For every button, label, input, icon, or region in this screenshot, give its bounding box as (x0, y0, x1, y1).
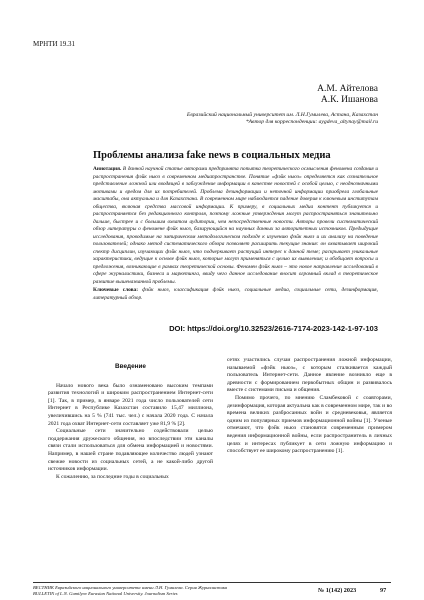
article-title: Проблемы анализа fake news в социальных медиа (93, 150, 331, 161)
affiliation-line: Евразийский национальный университет им. Л.Н.Гумилева, Астана, Казахстан (186, 112, 378, 118)
left-column (48, 357, 213, 481)
abstract-text: В данной научной статье авторами предпринята попытка теоретического осмысления феномена создания и распространения фэйк ньюз в современном медиапространстве. Понятие «фэйк ньюз» определяется как сознательное представление ложной или вводящей в заблуждение информации в качестве новостей с особой целью, с неоднозначными мотивами и вредом для их потребителей. Проблема дезинформации и неточной информации приобрела глобальные масштабы, она актуальна и для Казахстана. В современном мире наблюдается падение доверия к ключевым институтам общества, включая средства массовой информации. К примеру, в социальных медиа контент публикуется и распространяется без редакционного контроля, поэтому ложные утверждения могут распространяться значительно дальше, быстрее и с большим охватом аудитории, чем непосредственные новости. Авторы провели систематический обзор литературы о феномене фэйк ньюз, базирующийся на научных данных за авторитетных источников. Предыдущие исследования, проводимые на эмпирическом методологическом подходе к изучению фэйк ньюз и их анализу на поведение пользователей; однако метод систематического обзора позволяет расширить текущие знания: он охватывает широкий спектр дисциплин, изучающих фэйк ньюз, что подчеркивает растущий интерес к данной теме; раскрывает уникальные характеристики, ведущие к основе фэйк ньюз, которые могут применяться с целью их выявления; и обобщает вопросы и предложения, возникающие в рамках теоретической основы. Феномен фэйк ньюз – это новое направление исследований в сфере журналистики, бизнеса и маркетинга, ввиду чего данное исследование вносит огромный вклад в теоретическое развитие вышеназванной проблемы. (93, 166, 378, 285)
footer-divider (33, 582, 391, 583)
intro-heading: Введение (115, 363, 146, 370)
page-number: 97 (380, 587, 387, 594)
author-1: А.М. Айтелова (317, 84, 378, 94)
affiliation-block (108, 112, 378, 127)
journal-name-en: BULLETIN of L.N. Gumilyov Eurasian National University. Journalism Series (33, 590, 178, 596)
journal-footer (33, 585, 313, 596)
left-paragraph: Начало нового века было ознаменовано высоким темпами развития технологий и широким распространением Интернет-сети [1]. Так, в пример, в январе 2021 года число пользователей сети Интернет в Республике Казахстан составило 15,47 миллиона, увеличившись на 5 % (741 тыс. чел.) с начала 2020 года. С начала 2021 года охват Интернет-сети составляет уже 81,9 % [2]. (48, 382, 213, 427)
journal-name-ru: ВЕСТНИК Евразийского национального университета имени Л.Н. Гумилева. Серия Журналистика (33, 585, 228, 590)
mrnti-code: МРНТИ 19.31 (33, 40, 76, 48)
right-paragraph: сетях участились случаи распространения ложной информации, называемой «фэйк ньюз», с которым сталкивается каждый пользователь Интернет-сети. Данное явление возникло еще в древности с формированием первобытных общин и развивалось вместе с системами письма и общения. (227, 357, 392, 394)
abstract-label: Аннотация. (93, 166, 122, 172)
left-paragraph: Социальные сети значительно содействовали целью поддержания дружеского общения, но впоследствии эти каналы связи стали использоваться для обмена информацией и новостями. Например, в нашей стране подавляющее количество людей узнают свежие новости из социальных сетей, а не какой-либо другой источников информации. (48, 428, 213, 473)
doi-link[interactable]: DOI: https://doi.org/10.32523/2616-7174-2023-142-1-97-103 (169, 324, 378, 333)
author-2: А.К. Ишанова (320, 95, 378, 105)
abstract-block (93, 166, 378, 302)
corresponding-author: *Автор для корреспонденции: aygdeva_altynay@mail.ru (245, 119, 378, 126)
keywords-label: Ключевые слова: (93, 287, 138, 293)
authors-block (317, 84, 378, 106)
issue-number: № 1(142) 2023 (318, 587, 357, 594)
right-column (227, 357, 392, 456)
right-paragraph: Помимо прочего, по мнению Сламбековой с соавторами, дезинформация, которая актуальна как в современном мире, так и во времена великих разбросанных войн и средневековья, является одним из популярных приемов информационной войны [1]. Ученые отмечают, что фэйк ньюз становятся современным примером ведения информационной войны, если распространитель в личных целях и интересах публикует в сети ложную информацию и способствует ее широкому распространению [1]. (227, 394, 392, 455)
keywords-text: фэйк ньюз, классификация фэйк ньюз, социальные медиа, социальные сети, дезинформация, литературный обзор. (93, 287, 378, 301)
left-paragraph: К сожалению, за последние годы в социальных (56, 473, 169, 480)
